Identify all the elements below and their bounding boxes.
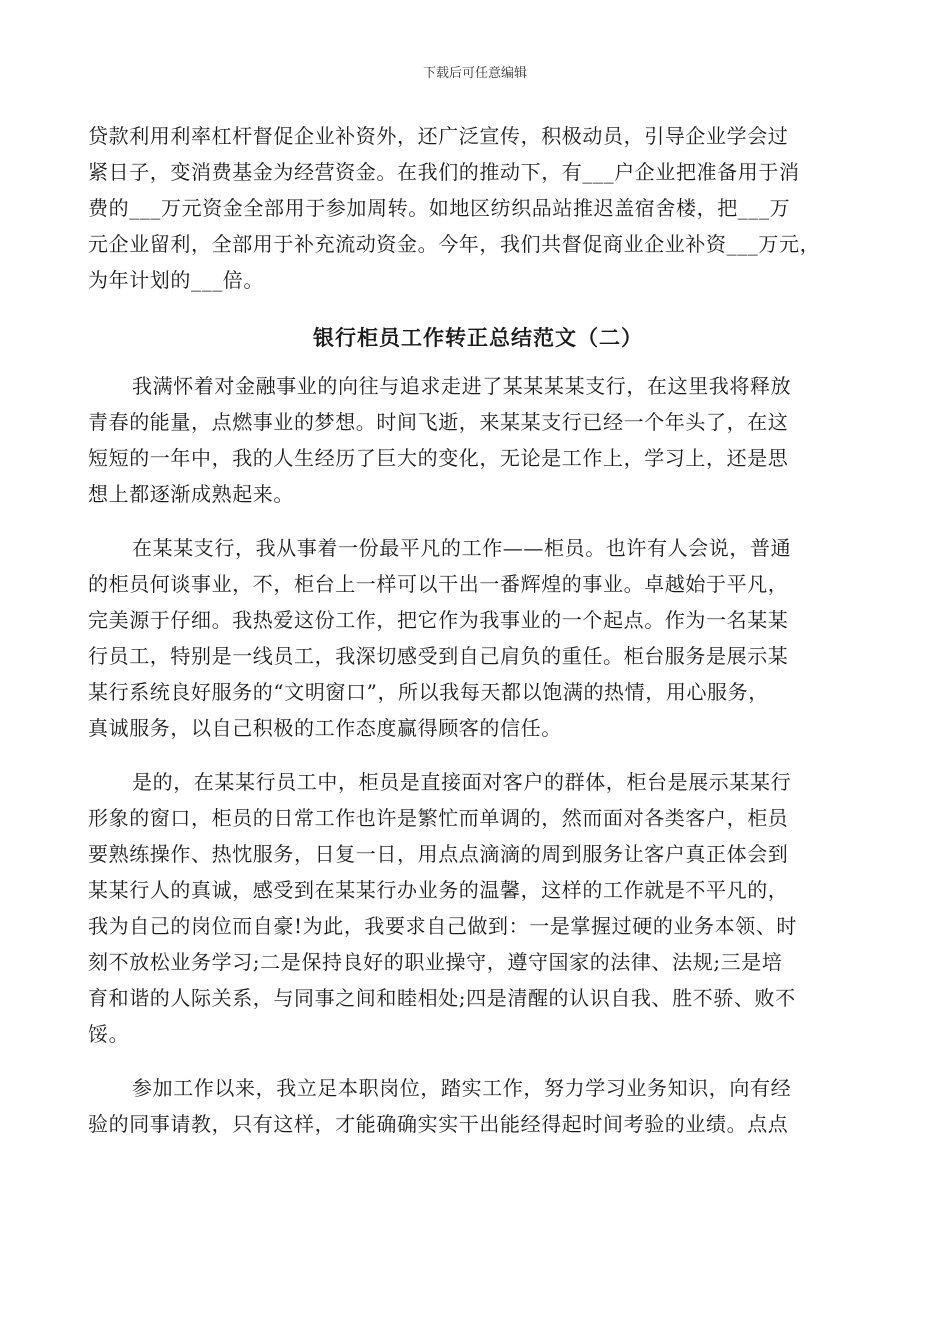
paragraph-2 [88,530,868,746]
paragraph-gap [88,746,868,764]
text-line: 元企业留利，全部用于补充流动资金。今年，我们共督促商业企业补资___万元， [88,232,821,256]
text-line: 真诚服务，以自己积极的工作态度赢得顾客的信任。 [88,716,562,740]
text-line: 我满怀着对金融事业的向往与追求走进了某某某某支行，在这里我将释放 [132,374,792,398]
paragraph-gap [88,1052,868,1070]
text-line: 是的，在某某行员工中，柜员是直接面对客户的群体，柜台是展示某某行 [132,770,792,794]
document-body [88,118,868,1142]
text-line: 紧日子，变消费基金为经营资金。在我们的推动下，有___户企业把准备用于消 [88,160,800,184]
paragraph-3 [88,764,868,1052]
text-line: 馁。 [88,1022,130,1046]
paragraph-1 [88,368,868,512]
text-line: 某行系统良好服务的“文明窗口”，所以我每天都以饱满的热情，用心服务， [88,680,769,704]
text-line: 验的同事请教，只有这样，才能确确实实干出能经得起时间考验的业绩。点点 [88,1112,789,1136]
paragraph-4 [88,1070,868,1142]
text-line: 费的___万元资金全部用于参加周转。如地区纺织品站推迟盖宿舍楼，把___万 [88,196,791,220]
text-line: 形象的窗口，柜员的日常工作也许是繁忙而单调的，然而面对各类客户，柜员 [88,806,789,830]
text-line: 短短的一年中，我的人生经历了巨大的变化，无论是工作上，学习上，还是思 [88,446,789,470]
text-line: 我为自己的岗位而自豪!为此，我要求自己做到：一是掌握过硬的业务本领、时 [88,914,798,938]
text-line: 某某行人的真诚，感受到在某某行办业务的温馨，这样的工作就是不平凡的， [88,878,789,902]
text-line: 刻不放松业务学习;二是保持良好的职业操守，遵守国家的法律、法规;三是培 [88,950,783,974]
text-line: 青春的能量，点燃事业的梦想。时间飞逝，来某某支行已经一个年头了，在这 [88,410,789,434]
page-header: 下载后可任意编辑 [422,66,527,81]
section-title: 银行柜员工作转正总结范文（二） [313,325,643,350]
intro-paragraph [88,118,868,298]
text-line: 要熟练操作、热忱服务，日复一日，用点点滴滴的周到服务让客户真正体会到 [88,842,789,866]
text-line: 想上都逐渐成熟起来。 [88,482,294,506]
text-line: 完美源于仔细。我热爱这份工作，把它作为我事业的一个起点。作为一名某某 [88,608,789,632]
text-line: 行员工，特别是一线员工，我深切感受到自己肩负的重任。柜台服务是展示某 [88,644,789,668]
text-line: 为年计划的___倍。 [88,268,264,292]
text-line: 育和谐的人际关系，与同事之间和睦相处;四是清醒的认识自我、胜不骄、败不 [88,986,796,1010]
text-line: 贷款利用利率杠杆督促企业补资外，还广泛宣传，积极动员，引导企业学会过 [88,124,789,148]
text-line: 在某某支行，我从事着一份最平凡的工作——柜员。也许有人会说，普通 [132,536,792,560]
text-line: 的柜员何谈事业，不，柜台上一样可以干出一番辉煌的事业。卓越始于平凡， [88,572,789,596]
text-line: 参加工作以来，我立足本职岗位，踏实工作，努力学习业务知识，向有经 [132,1076,792,1100]
paragraph-gap [88,512,868,530]
